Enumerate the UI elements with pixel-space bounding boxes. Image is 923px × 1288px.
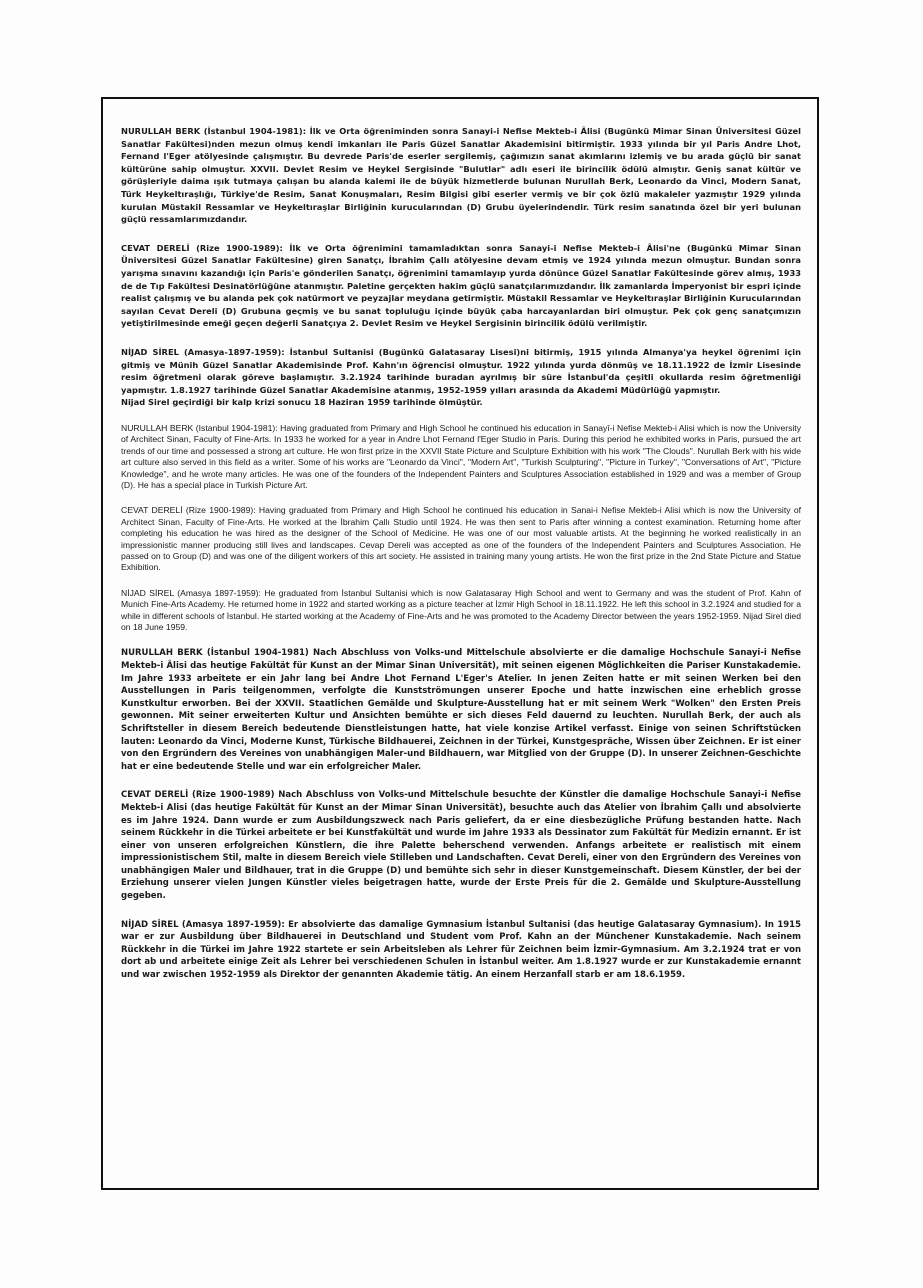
text-frame [101, 97, 819, 1190]
english-paragraph-nijad-sirel: NİJAD SİREL (Amasya 1897-1959): He graduated from İstanbul Sultanisi which is now Galatasaray High School and went to Germany and was the student of Prof. Kahn of Munich Fine-Arts Academy. He returned home in 1922 and started working as a picture teacher at İzmir High School in 18.11.1922. He left this school in 3.2.1924 and studied for a while in different schools of İstanbul. He started working at the Academy of Fine-Arts and he was promoted to the Academy Director between the years 1952-1959. Nijad Sirel died on 18 June 1959. [121, 587, 801, 632]
turkish-paragraph-nijad-sirel: NİJAD SİREL (Amasya-1897-1959): İstanbul Sultanisi (Bugünkü Galatasaray Lisesi)ni bitirmiş, 1915 yılında Almanya'ya heykel öğrenimi için gitmiş ve Münih Güzel Sanatlar Akademisinde Prof. Kahn'ın öğrencisi olmuştur. 1922 yılında yurda dönmüş ve 18.11.1922 de İzmir Lisesinde resim öğretmeni olarak göreve başlamıştır. 3.2.1924 tarihinde buradan ayrılmış bir süre İstanbul'da çeşitli okullarda resim öğretmenliği yapmıştır. 1.8.1927 tarihinde Güzel Sanatlar Akademisine atanmış, 1952-1959 yılları arasında da Akademi Müdürlüğü yapmıştır. [121, 346, 801, 395]
english-paragraph-cevat-dereli: CEVAT DERELİ (Rize 1900-1989): Having graduated from Primary and High School he continued his education in Sanai-i Nefise Mekteb-i Alisi which is now the University of Architect Sinan, Faculty of Fine-Arts. He worked at the İbrahim Çallı Studio until 1924. He was then sent to Paris after winning a contest examination. Returning home after completing his education he was hired as the designer of the School of Medicine. He was one of our most valuable artists. At the beginning he worked realistically in an impressionistic manner producing still lives and landscapes. Cevap Dereli was accepted as one of the founders of the Independent Painters and Sculptures Association. He passed on to Group (D) and was one of the diligent workers of this art society. He assisted in training many young artists. He won the first prize in the 2nd State Picture and Statue Exhibition. [121, 505, 801, 573]
german-paragraph-cevat-dereli: CEVAT DERELİ (Rize 1900-1989) Nach Abschluss von Volks-und Mittelschule besuchte der Künstler die damalige Hochschule Sanayi-i Nefise Mekteb-i Alisi (das heutige Fakültät für Kunst an der Mimar Sinan Universität), besuchte auch das Atelier von İbrahim Çallı und absolvierte es im Jahre 1924. Dann wurde er zum Ausbildungszweck nach Paris geliefert, da er eine diesbezügliche Prüfung bestanden hatte. Nach seinem Rückkehr in die Türkei arbeitete er bei Kunstfakültät und wurde im Jahre 1933 als Dessinator zum Fakültät für Medizin ernannt. Er ist einer von unseren erfolgreichen Künstlern, die ihre Palette beherschend verwenden. Anfangs arbeitete er realistisch mit einem impressionistischem Stil, malte in diesem Bereich viele Stilleben und Landschaften. Cevat Dereli, einer von den Ergründern des Vereines von unabhängigen Maler und Bildhauer, trat in die Gruppe (D) und bemühte sich sehr in dieser Kunstgemeinschaft. Diesem Künstler, der bei der Erziehung unserer vielen Jungen Künstler vieles beigetragen hatte, wurde der Erste Preis für die 2. Gemälde und Skulpture-Ausstellung gegeben. [121, 790, 801, 902]
turkish-paragraph-nijad-sirel-death: Nijad Sirel geçirdiği bir kalp krizi sonucu 18 Haziran 1959 tarihinde ölmüştür. [121, 397, 483, 408]
turkish-paragraph-nurullah-berk: NURULLAH BERK (İstanbul 1904-1981): İlk ve Orta öğreniminden sonra Sanayi-i Nefise Mekteb-i Âlisi (Bugünkü Mimar Sinan Üniversitesi Güzel Sanatlar Fakültesi)nden mezun olmuş kendi imkanları ile Paris Güzel Sanatlar Akademisini bitirmiştir. 1933 yılında bir yıl Paris Andre Lhot, Fernand l'Eger atölyesinde çalışmıştır. Bu devrede Paris'de eserler sergilemiş, çağımızın sanat akımlarını izlemiş ve bu arada güçlü bir sanat kültürüne sahip olmuştur. XXVII. Devlet Resim ve Heykel Sergisinde "Bulutlar" adlı eseri ile birincilik ödülü almıştır. Geniş sanat kültür ve görüşleriyle daima ışık tutmaya çalışan bu alanda kalemi ile de büyük hizmetlerde bulunan Nurullah Berk, Leonardo da Vinci, Modern Sanat, Türk Heykeltıraşlığı, Türkiye'de Resim, Sanat Konuşmaları, Resim Bilgisi gibi eserler vermiş ve bir çok özlü makaleler yazmıştır 1929 yılında kurulan Müstakil Ressamlar ve Heykeltıraşlar Birliğinin kurucularından (D) Grubu üyelerindendir. Türk resim sanatında özel bir yeri bulunan güçlü ressamlarımızdandır. [121, 126, 801, 225]
turkish-paragraph-cevat-dereli: CEVAT DERELİ (Rize 1900-1989): İlk ve Orta öğrenimini tamamladıktan sonra Sanayi-i Nefise Mekteb-i Âlisi'ne (Bugünkü Mimar Sinan Üniversitesi Güzel Sanatlar Fakültesine) giren Sanatçı, İbrahim Çallı atölyesine devam etmiş ve 1924 yılında mezun olmuştur. Bundan sonra yarışma sınavını kazandığı için Paris'e gönderilen Sanatçı, öğrenimini tamamlayıp yurda dönünce Güzel Sanatlar Fakültesinde görev almış, 1933 de de Tıp Fakültesi Desinatörlüğüne atanmıştır. Paletine gerçekten hakim güçlü sanatçılarımızdandır. İlk zamanlarda İmperyonist bir espri içinde realist çalışmış ve bu alanda pek çok natürmort ve peyzajlar meydana getirmiştir. Müstakil Ressamlar ve Heykeltıraşlar Birliğinin Kurucularından sayılan Cevat Dereli (D) Grubuna geçmiş ve bu sanat topluluğu içinde büyük çaba harcayanlardan biri olmuştur. Pek çok genç sanatçımızın yetiştirilmesinde emeği geçen değerli Sanatçıya 2. Devlet Resim ve Heykel Sergisinin birincilik ödülü verilmiştir. [121, 242, 801, 329]
german-paragraph-nurullah-berk: NURULLAH BERK (İstanbul 1904-1981) Nach Abschluss von Volks-und Mittelschule absolvierte er die damalige Hochschule Sanayi-i Nefise Mekteb-i Âlisi das heutige Fakültät für Kunst an der Mimar Sinan Universität), mit seinen eigenen Möglichkeiten die Pariser Kunstakademie. Im Jahre 1933 arbeitete er ein Jahr lang bei Andre Lhot Fernand L'Eger's Atelier. In jenen Zeiten hatte er mit seinen Werken bei den Ausstellungen in Paris teilgenommen, verfolgte die Kunstströmungen unserer Epoche und hatte inzwischen eine erheblich grosse Kunstkultur erworben. Bei der XXVII. Staatlichen Gemälde und Skulpture-Ausstellung hat er mit seinem Werk "Wolken" den Ersten Preis gewonnen. Mit seiner erweiterten Kultur und Ansichten bemühte er sich dieses Feld dauernd zu leuchten. Nurullah Berk, der auch als Schriftsteller in diesem Bereich bedeutende Dienstleistungen hatte, hat viele konzise Artikel verfasst. Einige von seinen Schriftstücken lauten: Leonardo da Vinci, Moderne Kunst, Türkische Bildhauerei, Zeichnen in der Türkei, Kunstgespräche, Wissen über Zeichnen. Er ist einer von den Ergründern des Vereines von unabhängigen Maler-und Bildhauern, war Mitglied von der Gruppe (D). In unserer Zeichnen-Geschichte hat er eine bedeutende Stelle und war ein erfolgreicher Maler. [121, 648, 801, 772]
german-paragraph-nijad-sirel: NİJAD SİREL (Amasya 1897-1959): Er absolvierte das damalige Gymnasium İstanbul Sultanisi (das heutige Galatasaray Gymnasium). In 1915 war er zur Ausbildung über Bildhauerei in Deutschland und Student vom Prof. Kahn an der Münchener Kunstakademie. Nach seinem Rückkehr in die Türkei im Jahre 1922 startete er sein Arbeitsleben als Lehrer für Zeichnen beim İzmir-Gymnasium. Am 3.2.1924 trat er von dort ab und arbeitete einige Zeit als Lehrer bei verschiedenen Schulen in İstanbul weiter. Am 1.8.1927 wurde er zur Kunstakademie ernannt und war zwischen 1952-1959 als Direktor der genannten Akademie tätig. An einem Herzanfall starb er am 18.6.1959. [121, 919, 801, 981]
english-paragraph-nurullah-berk: NURULLAH BERK (Istanbul 1904-1981): Having graduated from Primary and High School he continued his education in Sanayî-i Nefise Mekteb-i Alisi which is now the University of Architect Sinan, Faculty of Fine-Arts. In 1933 he worked for a year in Andre Lhot Fernand l'Eger Studio in Paris. During this period he exhibited works in Paris, pursued the art trends of our time and possessed a strong art culture. He won first prize in the XXVII State Picture and Sculpture Exhibition with his work "The Clouds". Nurullah Berk with his wide art culture also served in this field as a writer. Some of his works are "Leonardo da Vinci", "Modern Art", "Turkish Sculpturing", "Picture in Turkey", "Conversations of Art", "Picture Knowledge", and he wrote many articles. He was one of the founders of the Independent Painters and Sculptures Association established in 1929 and was a member of Group (D). He has a special place in Turkish Picture Art. [121, 422, 801, 490]
